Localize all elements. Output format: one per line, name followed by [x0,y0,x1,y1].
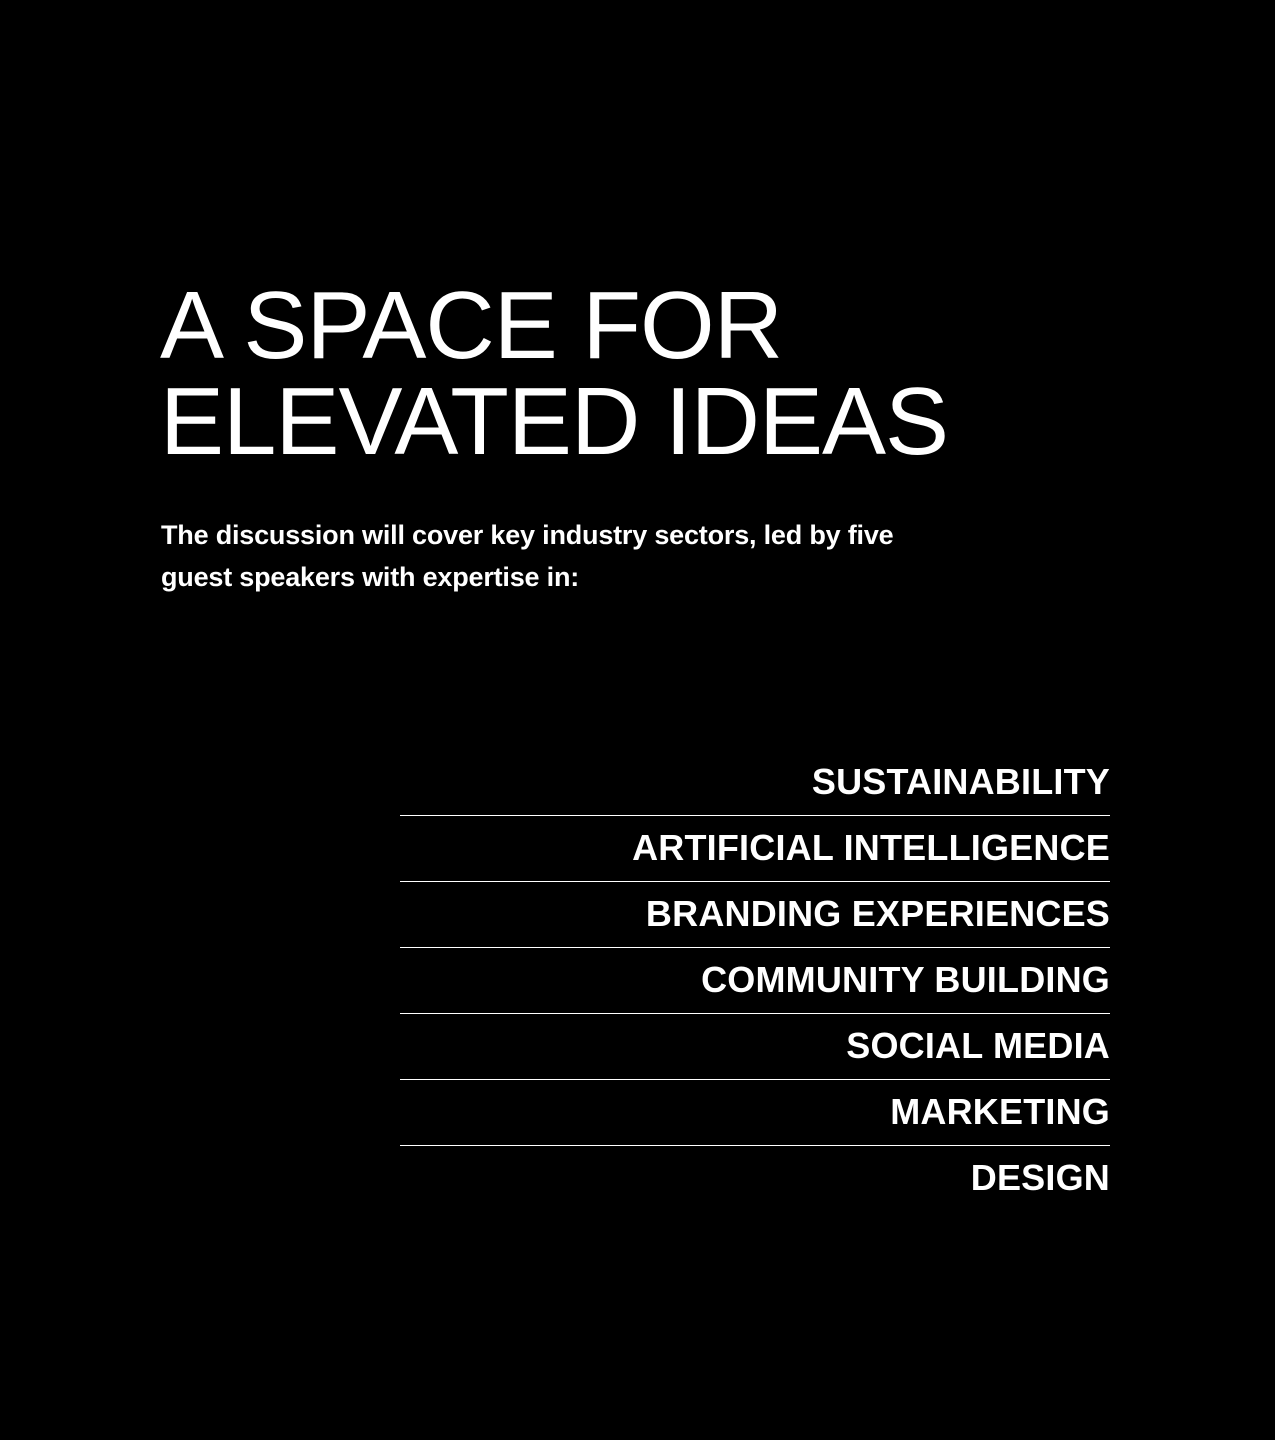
sector-label-social-media: SOCIAL MEDIA [846,1025,1110,1066]
sector-label-marketing: MARKETING [890,1091,1110,1132]
intro-line-1: The discussion will cover key industry sectors, led by five [161,520,894,550]
sector-label-community-building: COMMUNITY BUILDING [701,959,1110,1000]
list-item [400,761,1110,815]
list-item [400,948,1110,1013]
sector-list [400,761,1110,1198]
list-item [400,1146,1110,1196]
list-item [400,1080,1110,1145]
list-item [400,882,1110,947]
intro-paragraph [161,515,1101,599]
headline [160,272,1120,475]
page-title [160,272,1120,475]
sector-label-design: DESIGN [970,1157,1110,1198]
headline-line-1: A SPACE FOR [160,272,783,379]
sector-label-branding-experiences: BRANDING EXPERIENCES [645,893,1110,934]
sector-label-sustainability: SUSTAINABILITY [811,761,1110,802]
list-item [400,816,1110,881]
sector-label-artificial-intelligence: ARTIFICIAL INTELLIGENCE [632,827,1110,868]
list-item [400,1014,1110,1079]
intro-line-2: guest speakers with expertise in: [161,561,580,592]
headline-line-2: ELEVATED IDEAS [160,368,949,475]
